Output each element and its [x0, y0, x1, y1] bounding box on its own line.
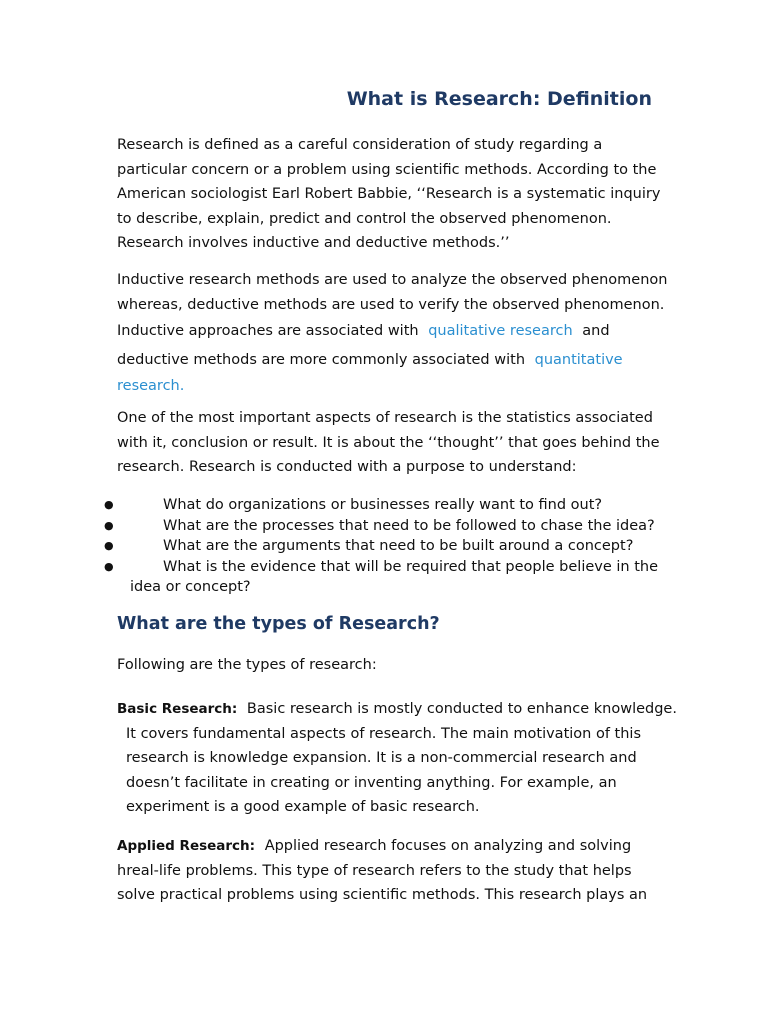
paragraph-line — [117, 697, 677, 722]
questions-list — [100, 495, 660, 598]
paragraph-line: Research involves inductive and deductive methods.’’ — [117, 235, 510, 251]
paragraph-line: American sociologist Earl Robert Babbie, ‘‘Research is a systematic inquiry — [117, 186, 661, 202]
paragraph-text: Applied research focuses on analyzing and solving — [264, 838, 632, 854]
paragraph-line: to describe, explain, predict and control the observed phenomenon. — [117, 210, 612, 227]
list-item-text: What do organizations or businesses really want to find out? — [163, 497, 603, 513]
paragraph-line: particular concern or a problem using scientific methods. According to the — [117, 161, 657, 178]
paragraph-line — [117, 834, 662, 859]
paragraph-line — [117, 346, 662, 375]
bullet-icon: ● — [104, 539, 114, 552]
list-item — [100, 516, 660, 537]
page-title: What is Research: Definition — [346, 88, 652, 110]
paragraph-line: with it, conclusion or result. It is about the ‘‘thought’’ that goes behind the — [117, 434, 660, 451]
paragraph-line: One of the most important aspects of research is the statistics associated — [117, 410, 653, 426]
paragraph-text: deductive methods are more commonly associated with — [117, 352, 526, 368]
paragraph-line: experiment is a good example of basic research. — [126, 799, 480, 815]
paragraph-line: Inductive research methods are used to analyze the observed phenomenon — [117, 272, 668, 288]
paragraph-text: Basic research is mostly conducted to enhance knowledge. — [246, 701, 677, 717]
methods-paragraph — [117, 268, 668, 397]
qualitative-research-link[interactable]: qualitative research — [428, 323, 573, 339]
paragraph-line: whereas, deductive methods are used to verify the observed phenomenon. — [117, 296, 665, 313]
bullet-icon: ● — [104, 559, 114, 573]
bullet-icon: ● — [104, 518, 114, 532]
list-item — [100, 536, 660, 557]
quantitative-research-link[interactable]: quantitative — [534, 352, 623, 368]
paragraph-line: research. Research is conducted with a purpose to understand: — [117, 459, 577, 475]
basic-research-term: Basic Research: — [117, 701, 238, 717]
paragraph-line: hreal-life problems. This type of research refers to the study that helps — [117, 862, 632, 879]
paragraph-line — [117, 317, 662, 346]
list-item — [100, 495, 660, 516]
applied-research-term: Applied Research: — [117, 838, 256, 854]
definition-paragraph — [117, 133, 662, 256]
quantitative-research-link-continued[interactable]: research. — [117, 378, 185, 394]
types-intro: Following are the types of research: — [117, 657, 377, 673]
list-item — [100, 557, 660, 598]
list-item-text: What is the evidence that will be required that people believe in the — [163, 558, 659, 575]
list-item-text-continued: idea or concept? — [130, 579, 251, 595]
list-item-text: What are the processes that need to be followed to chase the idea? — [163, 517, 655, 534]
paragraph-line: research is knowledge expansion. It is a non-commercial research and — [126, 750, 637, 766]
list-item-text: What are the arguments that need to be built around a concept? — [163, 538, 634, 554]
paragraph-text: Inductive approaches are associated with — [117, 323, 419, 339]
paragraph-text: and — [582, 323, 610, 339]
paragraph-line: It covers fundamental aspects of research. The main motivation of this — [126, 725, 641, 742]
basic-research-paragraph — [117, 697, 677, 820]
paragraph-line: Research is defined as a careful consideration of study regarding a — [117, 137, 603, 153]
applied-research-paragraph — [117, 834, 662, 908]
bullet-icon: ● — [104, 498, 114, 511]
paragraph-line: doesn’t facilitate in creating or inventing anything. For example, an — [126, 774, 617, 791]
paragraph-line: solve practical problems using scientific methods. This research plays an — [117, 887, 648, 903]
aspects-paragraph — [117, 406, 662, 480]
types-heading: What are the types of Research? — [117, 614, 440, 634]
